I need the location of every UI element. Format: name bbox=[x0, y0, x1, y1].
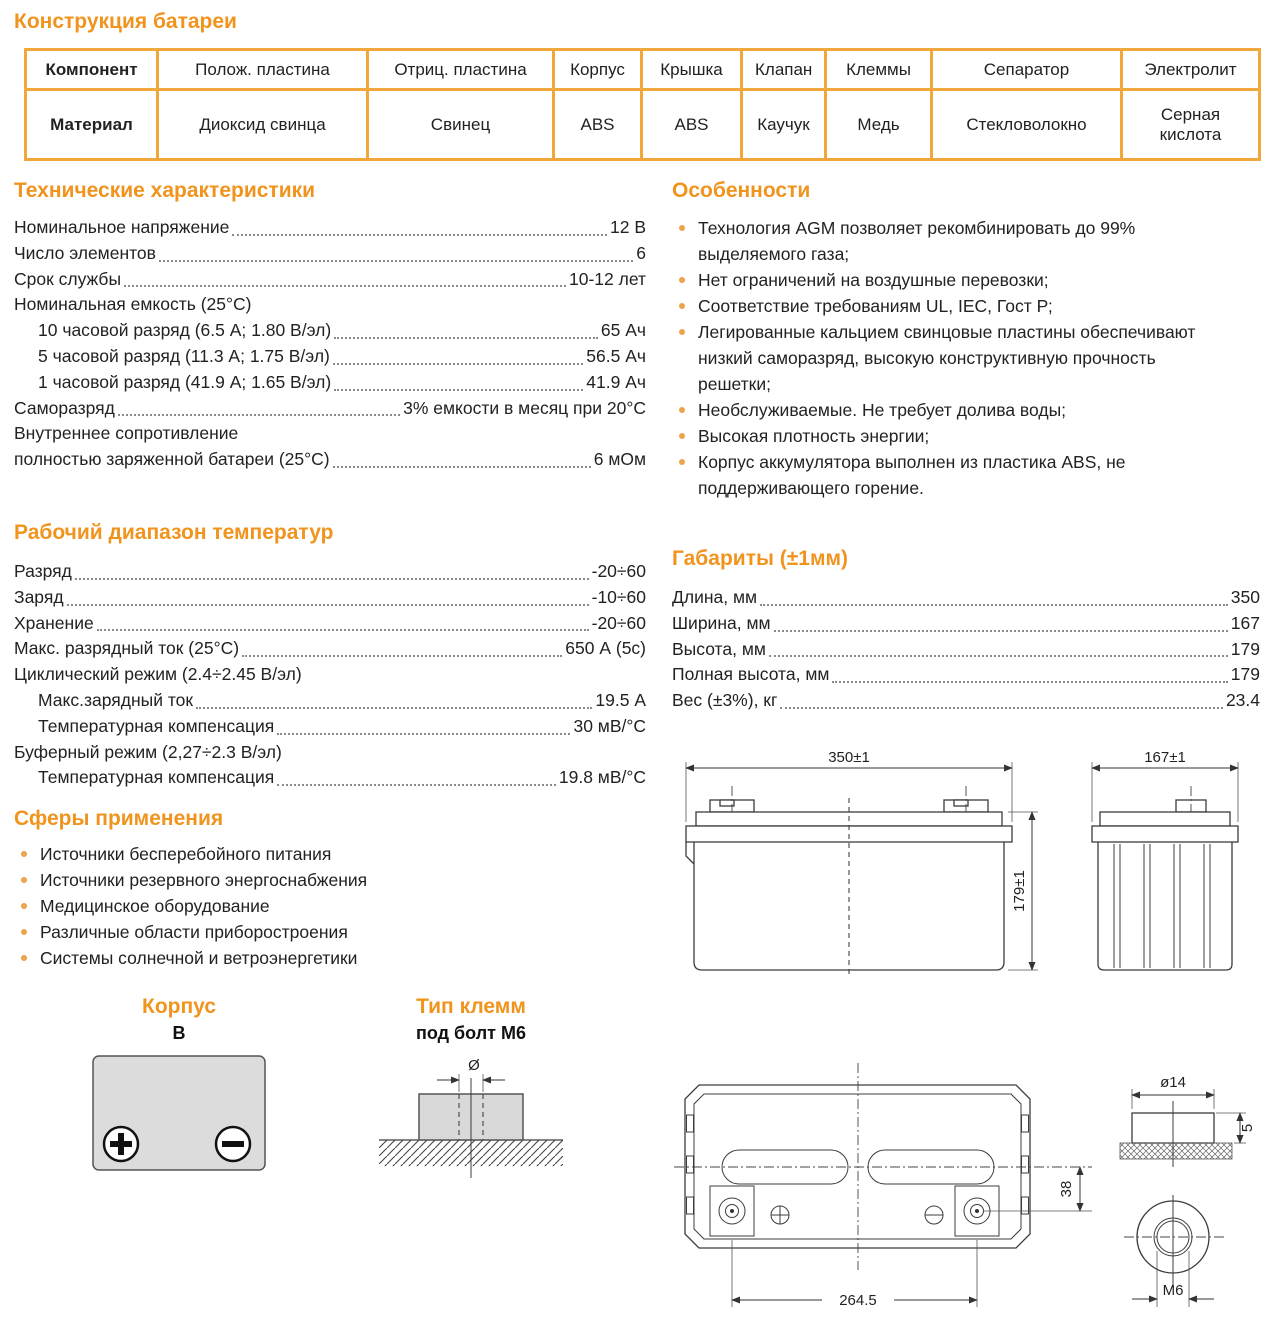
spec-value: 23.4 bbox=[1225, 690, 1260, 711]
table-header-cell: Сепаратор bbox=[932, 50, 1122, 90]
spec-row bbox=[14, 344, 646, 370]
dotted-leader bbox=[333, 363, 583, 365]
table-cell: Свинец bbox=[368, 90, 554, 160]
dimension-label: 5 bbox=[1239, 1123, 1256, 1133]
list-item bbox=[672, 319, 1260, 397]
dimensions-list bbox=[672, 585, 1260, 714]
feature-item: Легированные кальцием свинцовые пластины обеспечивают низкий саморазряд, высокую конструктивную прочность решетки; bbox=[698, 322, 1196, 394]
terminal-type-label: под болт М6 bbox=[416, 1023, 526, 1044]
dotted-leader bbox=[832, 681, 1227, 683]
application-item: Различные области приборостроения bbox=[40, 922, 348, 943]
dotted-leader bbox=[242, 655, 562, 657]
bullet-icon bbox=[679, 277, 685, 283]
table-cell: ABS bbox=[554, 90, 642, 160]
table-header-cell: Электролит bbox=[1122, 50, 1260, 90]
spec-value: 41.9 Ач bbox=[586, 371, 646, 392]
terminal-detail-drawing bbox=[1116, 1055, 1260, 1315]
dotted-leader bbox=[75, 578, 589, 580]
spec-label: Температурная компенсация bbox=[38, 715, 275, 736]
construction-table bbox=[24, 48, 1261, 161]
spec-label: Заряд bbox=[14, 586, 64, 607]
list-item bbox=[14, 893, 646, 919]
dotted-leader bbox=[780, 707, 1223, 709]
spec-row bbox=[14, 611, 646, 637]
dotted-leader bbox=[97, 629, 589, 631]
spec-label: Температурная компенсация bbox=[38, 767, 275, 788]
battery-side-view-drawing bbox=[1080, 748, 1250, 983]
bullet-icon bbox=[21, 929, 27, 935]
table-header-cell: Корпус bbox=[554, 50, 642, 90]
features-list bbox=[672, 215, 1260, 501]
table-header-cell: Клеммы bbox=[826, 50, 932, 90]
feature-item: Необслуживаемые. Не требует долива воды; bbox=[698, 400, 1067, 420]
spec-value: 65 Ач bbox=[600, 320, 646, 341]
applications-title: Сферы применения bbox=[14, 807, 224, 831]
dotted-leader bbox=[334, 389, 583, 391]
dimension-label: 179±1 bbox=[1011, 870, 1028, 912]
spec-row bbox=[14, 559, 646, 585]
table-cell: ABS bbox=[642, 90, 742, 160]
spec-row bbox=[672, 637, 1260, 663]
table-header-row bbox=[26, 50, 1260, 90]
temp-range-list bbox=[14, 559, 646, 791]
table-cell: Стекловолокно bbox=[932, 90, 1122, 160]
spec-row bbox=[14, 714, 646, 740]
applications-list bbox=[14, 841, 646, 971]
spec-row bbox=[14, 318, 646, 344]
spec-value: -20÷60 bbox=[591, 612, 646, 633]
dotted-leader bbox=[334, 337, 598, 339]
spec-value: 167 bbox=[1230, 612, 1260, 633]
dimension-label: 350±1 bbox=[828, 748, 870, 766]
minus-terminal-icon bbox=[216, 1127, 250, 1161]
spec-row bbox=[672, 688, 1260, 714]
spec-row bbox=[672, 585, 1260, 611]
bullet-icon bbox=[679, 407, 685, 413]
spec-label: Буферный режим (2,27÷2.3 В/эл) bbox=[14, 741, 282, 762]
spec-value: 19.8 мВ/°С bbox=[558, 767, 646, 788]
right-column bbox=[672, 179, 1260, 1320]
dimension-label: 167±1 bbox=[1144, 748, 1186, 766]
list-item bbox=[672, 397, 1260, 423]
top-view-drawings bbox=[672, 1055, 1260, 1320]
left-column bbox=[14, 179, 646, 1320]
bullet-icon bbox=[679, 303, 685, 309]
bullet-icon bbox=[679, 225, 685, 231]
spec-row bbox=[14, 215, 646, 241]
spec-row bbox=[14, 292, 646, 318]
table-header-cell: Полож. пластина bbox=[158, 50, 368, 90]
list-item bbox=[672, 449, 1260, 501]
application-item: Медицинское оборудование bbox=[40, 896, 270, 917]
spec-row bbox=[14, 688, 646, 714]
spec-row bbox=[14, 740, 646, 766]
dotted-leader bbox=[333, 466, 591, 468]
bullet-icon bbox=[679, 329, 685, 335]
dimension-label: 38 bbox=[1058, 1180, 1075, 1198]
tech-specs-list bbox=[14, 215, 646, 473]
battery-top-view-drawing bbox=[672, 1055, 1110, 1320]
spec-row bbox=[672, 662, 1260, 688]
spec-row bbox=[14, 447, 646, 473]
section-construction bbox=[14, 10, 1270, 161]
spec-value: 179 bbox=[1230, 664, 1260, 685]
dotted-leader bbox=[232, 234, 607, 236]
spec-label: 5 часовой разряд (11.3 А; 1.75 В/эл) bbox=[38, 345, 330, 366]
terminal-type-diagram bbox=[371, 1052, 571, 1187]
case-figure bbox=[74, 995, 284, 1192]
dimensions-title: Габариты (±1мм) bbox=[672, 547, 849, 570]
spec-value: 56.5 Ач bbox=[586, 345, 646, 366]
dotted-leader bbox=[124, 285, 566, 287]
spec-value: 6 мОм bbox=[593, 449, 646, 470]
dimension-drawings bbox=[672, 748, 1260, 983]
spec-label: Макс. разрядный ток (25°С) bbox=[14, 638, 240, 659]
application-item: Системы солнечной и ветроэнергетики bbox=[40, 948, 358, 969]
spec-row bbox=[14, 267, 646, 293]
dotted-leader bbox=[196, 707, 592, 709]
table-cell: Серная кислота bbox=[1122, 90, 1260, 160]
dimension-label: Ø bbox=[468, 1057, 480, 1075]
spec-value: -20÷60 bbox=[591, 560, 646, 581]
terminal-figure-title: Тип клемм bbox=[416, 995, 526, 1019]
bullet-icon bbox=[21, 903, 27, 909]
spec-row bbox=[14, 662, 646, 688]
spec-row bbox=[14, 370, 646, 396]
spec-row bbox=[14, 585, 646, 611]
spec-value: -10÷60 bbox=[591, 586, 646, 607]
dotted-leader bbox=[277, 733, 570, 735]
spec-row bbox=[14, 636, 646, 662]
temp-range-title: Рабочий диапазон температур bbox=[14, 520, 334, 544]
application-item: Источники бесперебойного питания bbox=[40, 844, 332, 865]
spec-label: Полная высота, мм bbox=[672, 664, 830, 685]
spec-label: Ширина, мм bbox=[672, 612, 771, 633]
list-item bbox=[14, 945, 646, 971]
case-variant-label: B bbox=[172, 1023, 186, 1044]
table-row-label: Материал bbox=[26, 90, 158, 160]
spec-label: Циклический режим (2.4÷2.45 В/эл) bbox=[14, 664, 302, 685]
spec-row bbox=[672, 611, 1260, 637]
spec-label: Номинальное напряжение bbox=[14, 217, 230, 237]
tech-specs-title: Технические характеристики bbox=[14, 179, 316, 202]
spec-label: Вес (±3%), кг bbox=[672, 690, 778, 711]
spec-label: Макс.зарядный ток bbox=[38, 689, 194, 710]
spec-row bbox=[14, 765, 646, 791]
bullet-icon bbox=[679, 433, 685, 439]
spec-value: 12 В bbox=[610, 217, 646, 237]
application-item: Источники резервного энергоснабжения bbox=[40, 870, 368, 891]
spec-value: 350 bbox=[1230, 587, 1260, 607]
dotted-leader bbox=[277, 784, 556, 786]
spec-label: 10 часовой разряд (6.5 А; 1.80 В/эл) bbox=[38, 320, 332, 341]
table-header-cell: Крышка bbox=[642, 50, 742, 90]
spec-label: полностью заряженной батареи (25°С) bbox=[14, 449, 330, 470]
bullet-icon bbox=[21, 851, 27, 857]
spec-value: 6 bbox=[636, 242, 646, 263]
list-item bbox=[672, 293, 1260, 319]
feature-item: Корпус аккумулятора выполнен из пластика ABS, не поддерживающего горение. bbox=[698, 452, 1126, 498]
spec-row bbox=[14, 421, 646, 447]
feature-item: Нет ограничений на воздушные перевозки; bbox=[698, 270, 1049, 290]
spec-label: Хранение bbox=[14, 612, 94, 633]
list-item bbox=[14, 919, 646, 945]
table-cell: Диоксид свинца bbox=[158, 90, 368, 160]
dotted-leader bbox=[159, 260, 633, 262]
case-figure-title: Корпус bbox=[142, 995, 216, 1019]
table-material-row bbox=[26, 90, 1260, 160]
dimension-label: ø14 bbox=[1160, 1073, 1186, 1091]
spec-value: 3% емкости в месяц при 20°С bbox=[403, 397, 646, 418]
bottom-figures bbox=[14, 995, 646, 1192]
bullet-icon bbox=[21, 955, 27, 961]
spec-value: 179 bbox=[1230, 638, 1260, 659]
list-item bbox=[672, 215, 1260, 267]
spec-row bbox=[14, 396, 646, 422]
spec-value: 10-12 лет bbox=[569, 268, 646, 289]
dotted-leader bbox=[774, 630, 1228, 632]
dimension-label: M6 bbox=[1162, 1281, 1184, 1299]
construction-title: Конструкция батареи bbox=[14, 10, 237, 33]
table-cell: Медь bbox=[826, 90, 932, 160]
plus-mark-icon bbox=[771, 1206, 789, 1224]
table-header-cell: Отриц. пластина bbox=[368, 50, 554, 90]
features-title: Особенности bbox=[672, 179, 811, 202]
spec-row bbox=[14, 241, 646, 267]
spec-label: Высота, мм bbox=[672, 638, 766, 659]
list-item bbox=[672, 423, 1260, 449]
spec-label: Число элементов bbox=[14, 242, 156, 263]
spec-label: Длина, мм bbox=[672, 587, 758, 607]
table-header-cell: Компонент bbox=[26, 50, 158, 90]
spec-label: Саморазряд bbox=[14, 397, 115, 418]
feature-item: Высокая плотность энергии; bbox=[698, 426, 930, 446]
spec-label: Внутреннее сопротивление bbox=[14, 423, 239, 444]
dotted-leader bbox=[769, 655, 1228, 657]
list-item bbox=[672, 267, 1260, 293]
spec-value: 650 А (5с) bbox=[565, 638, 646, 659]
spec-value: 30 мВ/°С bbox=[573, 715, 646, 736]
spec-value: 19.5 А bbox=[595, 689, 646, 710]
spec-label: Срок службы bbox=[14, 268, 122, 289]
dimension-label: 264.5 bbox=[839, 1291, 877, 1309]
terminal-figure bbox=[366, 995, 576, 1192]
spec-label: Номинальная емкость (25°С) bbox=[14, 294, 252, 315]
battery-front-view-drawing bbox=[672, 748, 1050, 983]
list-item bbox=[14, 841, 646, 867]
battery-case-icon bbox=[87, 1052, 272, 1177]
bullet-icon bbox=[21, 877, 27, 883]
bullet-icon bbox=[679, 459, 685, 465]
dotted-leader bbox=[118, 414, 400, 416]
feature-item: Соответствие требованиям UL, IEC, Гост Р; bbox=[698, 296, 1053, 316]
table-cell: Каучук bbox=[742, 90, 826, 160]
dotted-leader bbox=[760, 604, 1228, 606]
dotted-leader bbox=[67, 604, 589, 606]
spec-label: Разряд bbox=[14, 560, 72, 581]
plus-terminal-icon bbox=[104, 1127, 138, 1161]
spec-label: 1 часовой разряд (41.9 А; 1.65 В/эл) bbox=[38, 371, 332, 392]
table-header-cell: Клапан bbox=[742, 50, 826, 90]
list-item bbox=[14, 867, 646, 893]
feature-item: Технология AGM позволяет рекомбинировать до 99% выделяемого газа; bbox=[698, 218, 1136, 264]
